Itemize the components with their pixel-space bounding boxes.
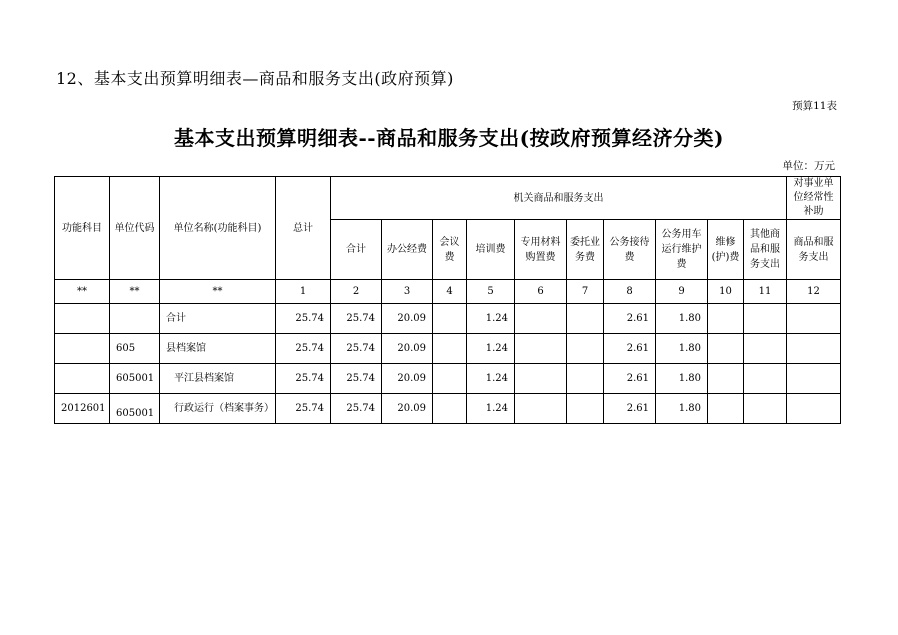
index-cell: 12 bbox=[787, 280, 841, 304]
value-cell: 2.61 bbox=[604, 394, 656, 424]
table-row bbox=[55, 304, 841, 334]
index-cell: 11 bbox=[744, 280, 787, 304]
index-cell: 5 bbox=[467, 280, 515, 304]
total-cell: 25.74 bbox=[276, 334, 331, 364]
index-cell: 9 bbox=[656, 280, 708, 304]
func-cell bbox=[55, 304, 110, 334]
value-cell: 25.74 bbox=[331, 394, 382, 424]
value-cell bbox=[567, 334, 604, 364]
budget-table bbox=[54, 176, 841, 424]
table-row bbox=[55, 394, 841, 424]
value-cell: 1.24 bbox=[467, 394, 515, 424]
header-col: 商品和服务支出 bbox=[787, 220, 841, 280]
value-cell: 25.74 bbox=[331, 304, 382, 334]
header-total: 总计 bbox=[276, 177, 331, 280]
value-cell: 1.24 bbox=[467, 364, 515, 394]
index-row bbox=[55, 280, 841, 304]
value-cell: 2.61 bbox=[604, 304, 656, 334]
table-number: 预算11表 bbox=[792, 100, 837, 112]
table-row bbox=[55, 334, 841, 364]
value-cell bbox=[433, 304, 467, 334]
value-cell bbox=[433, 364, 467, 394]
table-row bbox=[55, 364, 841, 394]
header-col: 公务用车运行维护费 bbox=[656, 220, 708, 280]
name-cell: 平江县档案馆 bbox=[160, 364, 276, 394]
name-cell: 县档案馆 bbox=[160, 334, 276, 364]
unit-label: 单位：万元 bbox=[782, 160, 835, 172]
table-title: 基本支出预算明细表--商品和服务支出(按政府预算经济分类) bbox=[173, 126, 725, 150]
value-cell: 2.61 bbox=[604, 364, 656, 394]
header-col: 培训费 bbox=[467, 220, 515, 280]
value-cell bbox=[787, 364, 841, 394]
value-cell: 1.80 bbox=[656, 304, 708, 334]
value-cell bbox=[433, 394, 467, 424]
value-cell: 20.09 bbox=[382, 364, 433, 394]
func-cell bbox=[55, 334, 110, 364]
index-cell: ** bbox=[110, 280, 160, 304]
header-col: 委托业务费 bbox=[567, 220, 604, 280]
value-cell: 1.24 bbox=[467, 304, 515, 334]
value-cell bbox=[744, 364, 787, 394]
value-cell bbox=[708, 394, 744, 424]
total-cell: 25.74 bbox=[276, 304, 331, 334]
total-cell: 25.74 bbox=[276, 394, 331, 424]
index-cell: 8 bbox=[604, 280, 656, 304]
value-cell: 2.61 bbox=[604, 334, 656, 364]
header-col: 会议费 bbox=[433, 220, 467, 280]
code-cell bbox=[110, 304, 160, 334]
header-unit-name: 单位名称(功能科目) bbox=[160, 177, 276, 280]
value-cell bbox=[787, 304, 841, 334]
value-cell bbox=[744, 394, 787, 424]
value-cell bbox=[515, 334, 567, 364]
index-cell: 1 bbox=[276, 280, 331, 304]
index-cell: 10 bbox=[708, 280, 744, 304]
value-cell bbox=[567, 394, 604, 424]
value-cell bbox=[708, 364, 744, 394]
header-col: 合计 bbox=[331, 220, 382, 280]
value-cell bbox=[515, 394, 567, 424]
index-cell: 3 bbox=[382, 280, 433, 304]
name-cell: 合计 bbox=[160, 304, 276, 334]
index-cell: 7 bbox=[567, 280, 604, 304]
value-cell bbox=[744, 304, 787, 334]
value-cell bbox=[744, 334, 787, 364]
code-cell: 605001 bbox=[110, 394, 160, 424]
total-cell: 25.74 bbox=[276, 364, 331, 394]
header-func-subject: 功能科目 bbox=[55, 177, 110, 280]
value-cell bbox=[515, 364, 567, 394]
value-cell: 1.80 bbox=[656, 394, 708, 424]
header-col: 专用材料购置费 bbox=[515, 220, 567, 280]
value-cell bbox=[567, 304, 604, 334]
value-cell: 1.24 bbox=[467, 334, 515, 364]
index-cell: 2 bbox=[331, 280, 382, 304]
index-cell: ** bbox=[160, 280, 276, 304]
header-agency-group: 机关商品和服务支出 bbox=[331, 177, 787, 220]
index-cell: 4 bbox=[433, 280, 467, 304]
value-cell bbox=[433, 334, 467, 364]
header-col: 维修(护)费 bbox=[708, 220, 744, 280]
code-cell: 605001 bbox=[110, 364, 160, 394]
value-cell: 20.09 bbox=[382, 394, 433, 424]
header-col: 其他商品和服务支出 bbox=[744, 220, 787, 280]
index-cell: ** bbox=[55, 280, 110, 304]
value-cell: 25.74 bbox=[331, 334, 382, 364]
func-cell: 2012601 bbox=[55, 394, 110, 424]
header-col: 公务接待费 bbox=[604, 220, 656, 280]
name-cell: 行政运行（档案事务） bbox=[160, 394, 276, 424]
value-cell bbox=[787, 394, 841, 424]
header-col: 办公经费 bbox=[382, 220, 433, 280]
value-cell bbox=[708, 304, 744, 334]
value-cell: 1.80 bbox=[656, 364, 708, 394]
section-heading: 12、基本支出预算明细表—商品和服务支出(政府预算) bbox=[56, 69, 454, 88]
value-cell bbox=[567, 364, 604, 394]
value-cell: 20.09 bbox=[382, 334, 433, 364]
func-cell bbox=[55, 364, 110, 394]
value-cell bbox=[515, 304, 567, 334]
value-cell: 1.80 bbox=[656, 334, 708, 364]
value-cell: 20.09 bbox=[382, 304, 433, 334]
header-unit-code: 单位代码 bbox=[110, 177, 160, 280]
value-cell: 25.74 bbox=[331, 364, 382, 394]
code-cell: 605 bbox=[110, 334, 160, 364]
header-subsidy-group: 对事业单位经常性补助 bbox=[787, 177, 841, 220]
value-cell bbox=[708, 334, 744, 364]
index-cell: 6 bbox=[515, 280, 567, 304]
value-cell bbox=[787, 334, 841, 364]
